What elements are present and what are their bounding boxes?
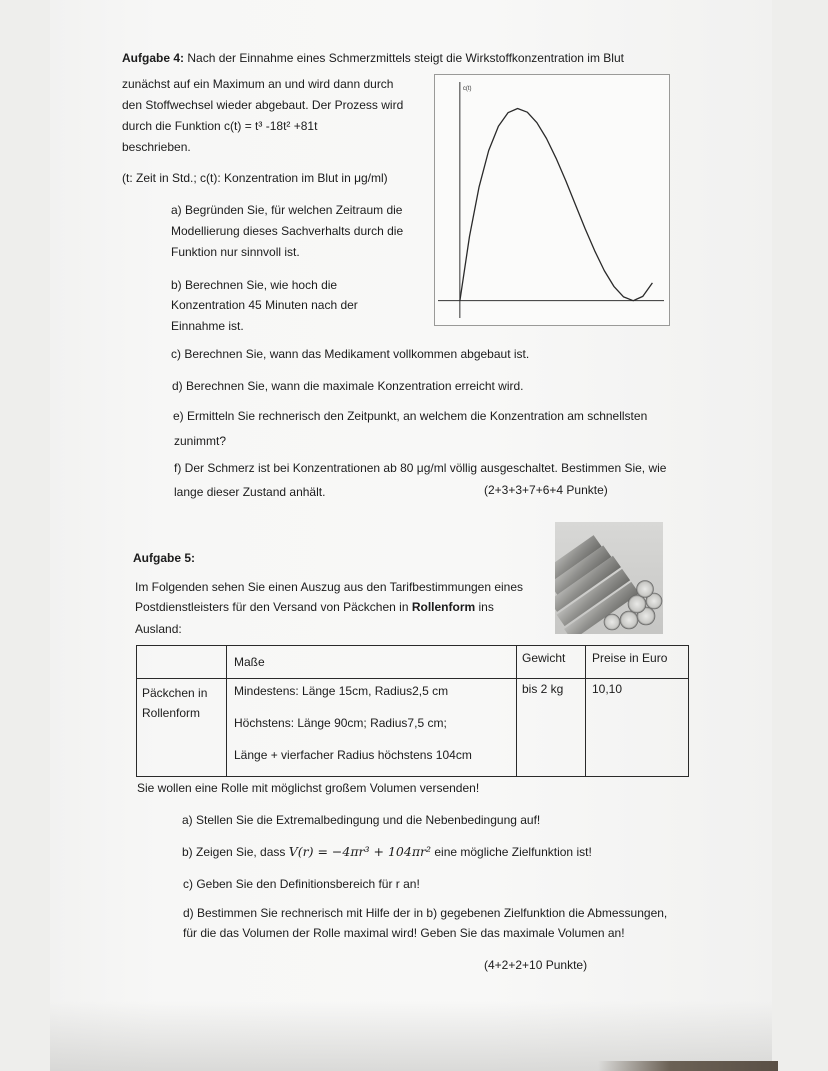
task4e-line1: e) Ermitteln Sie rechnerisch den Zeitpunkt, an welchem die Konzentration am schnellsten — [173, 409, 648, 423]
task4a-line2: Modellierung dieses Sachverhalts durch die — [171, 224, 404, 238]
table-cell-mass-min: Mindestens: Länge 15cm, Radius2,5 cm — [234, 684, 449, 698]
task5d-line2: für die das Volumen der Rolle maximal wird! Geben Sie das maximale Volumen an! — [183, 926, 625, 940]
table-cell-mass-max: Höchstens: Länge 90cm; Radius7,5 cm; — [234, 716, 447, 730]
aufgabe5-intro-line3: Ausland: — [135, 622, 182, 636]
aufgabe4-intro-line5: beschrieben. — [122, 140, 191, 154]
aufgabe4-units-note: (t: Zeit in Std.; c(t): Konzentration im Blut in μg/ml) — [122, 171, 388, 185]
chart-frame — [435, 75, 670, 326]
aufgabe4-intro-line3: den Stoffwechsel wieder abgebaut. Der Prozess wird — [122, 98, 404, 112]
task5b-text-end: eine mögliche Zielfunktion ist! — [431, 845, 592, 859]
aufgabe5-points: (4+2+2+10 Punkte) — [484, 958, 588, 972]
task4b-line2: Konzentration 45 Minuten nach der — [171, 298, 358, 312]
task5b-formula: V(r) = −4πr³ + 104πr² — [288, 844, 432, 859]
table-row-label-2: Rollenform — [142, 706, 201, 720]
task4b-line1: b) Berechnen Sie, wie hoch die — [171, 278, 338, 292]
aufgabe4-intro-line2: zunächst auf ein Maximum an und wird dann durch — [122, 77, 394, 91]
aufgabe4-intro-text: Nach der Einnahme eines Schmerzmittels steigt die Wirkstoffkonzentration im Blut — [184, 51, 624, 65]
stacked-rolls-photo — [555, 522, 663, 634]
aufgabe5-title: Aufgabe 5: — [133, 551, 196, 565]
task4b-line3: Einnahme ist. — [171, 319, 244, 333]
task4e-line2: zunimmt? — [174, 434, 227, 448]
tariff-table — [136, 645, 689, 777]
aufgabe5-intro-line2 — [135, 599, 494, 615]
task5b-text: b) Zeigen Sie, dass — [182, 845, 289, 859]
aufgabe4-intro-line4: durch die Funktion c(t) = t³ -18t² +81t — [122, 119, 318, 133]
table-cell-price: 10,10 — [592, 682, 623, 696]
table-row-label-1: Päckchen in — [142, 686, 208, 700]
aufgabe5-intro-line1: Im Folgenden sehen Sie einen Auszug aus den Tarifbestimmungen eines — [135, 580, 524, 594]
aufgabe5-goal: Sie wollen eine Rolle mit möglichst großem Volumen versenden! — [137, 781, 480, 795]
task4d-line: d) Berechnen Sie, wann die maximale Konzentration erreicht wird. — [172, 379, 524, 393]
aufgabe5-intro-bold: Rollenform — [411, 600, 476, 614]
table-border-left — [136, 645, 137, 777]
task4a-line3: Funktion nur sinnvoll ist. — [171, 245, 300, 259]
concentration-chart-svg — [434, 74, 670, 326]
concentration-chart — [434, 74, 670, 326]
table-col-divider-1 — [226, 645, 227, 777]
chart-y-axis-label: c(t) — [462, 86, 472, 92]
aufgabe5-intro-line2-end: ins — [475, 600, 494, 614]
aufgabe4-title: Aufgabe 4: — [122, 51, 185, 65]
aufgabe5-intro-line2-text: Postdienstleisters für den Versand von Päckchen in — [135, 600, 412, 614]
table-cell-weight: bis 2 kg — [522, 682, 564, 696]
task5a-line: a) Stellen Sie die Extremalbedingung und die Nebenbedingung auf! — [182, 813, 541, 827]
table-border-right — [688, 645, 689, 777]
task4c-line: c) Berechnen Sie, wann das Medikament vollkommen abgebaut ist. — [171, 347, 530, 361]
table-col-divider-3 — [585, 645, 586, 777]
task4f-line1: f) Der Schmerz ist bei Konzentrationen ab 80 μg/ml völlig ausgeschaltet. Bestimmen Sie, wie — [174, 461, 667, 475]
table-cell-mass-sum: Länge + vierfacher Radius höchstens 104cm — [234, 748, 472, 762]
stacked-rolls-image — [555, 522, 663, 634]
table-border-top — [136, 645, 689, 646]
task5c-line: c) Geben Sie den Definitionsbereich für r an! — [183, 877, 420, 891]
table-header-masse: Maße — [234, 655, 265, 669]
task4a-line1: a) Begründen Sie, für welchen Zeitraum die — [171, 203, 403, 217]
table-col-divider-2 — [516, 645, 517, 777]
task5d-line1: d) Bestimmen Sie rechnerisch mit Hilfe der in b) gegebenen Zielfunktion die Abmessungen, — [183, 906, 668, 920]
task4f-line2: lange dieser Zustand anhält. — [174, 485, 326, 499]
table-border-bottom — [136, 776, 689, 777]
aufgabe4-points: (2+3+3+7+6+4 Punkte) — [484, 483, 608, 497]
aufgabe4-intro-line1 — [122, 50, 624, 66]
desk-edge — [598, 1061, 778, 1071]
table-header-gewicht: Gewicht — [522, 651, 566, 665]
table-header-divider — [136, 678, 689, 679]
table-header-preise: Preise in Euro — [592, 651, 668, 665]
task5b-line — [182, 844, 592, 860]
